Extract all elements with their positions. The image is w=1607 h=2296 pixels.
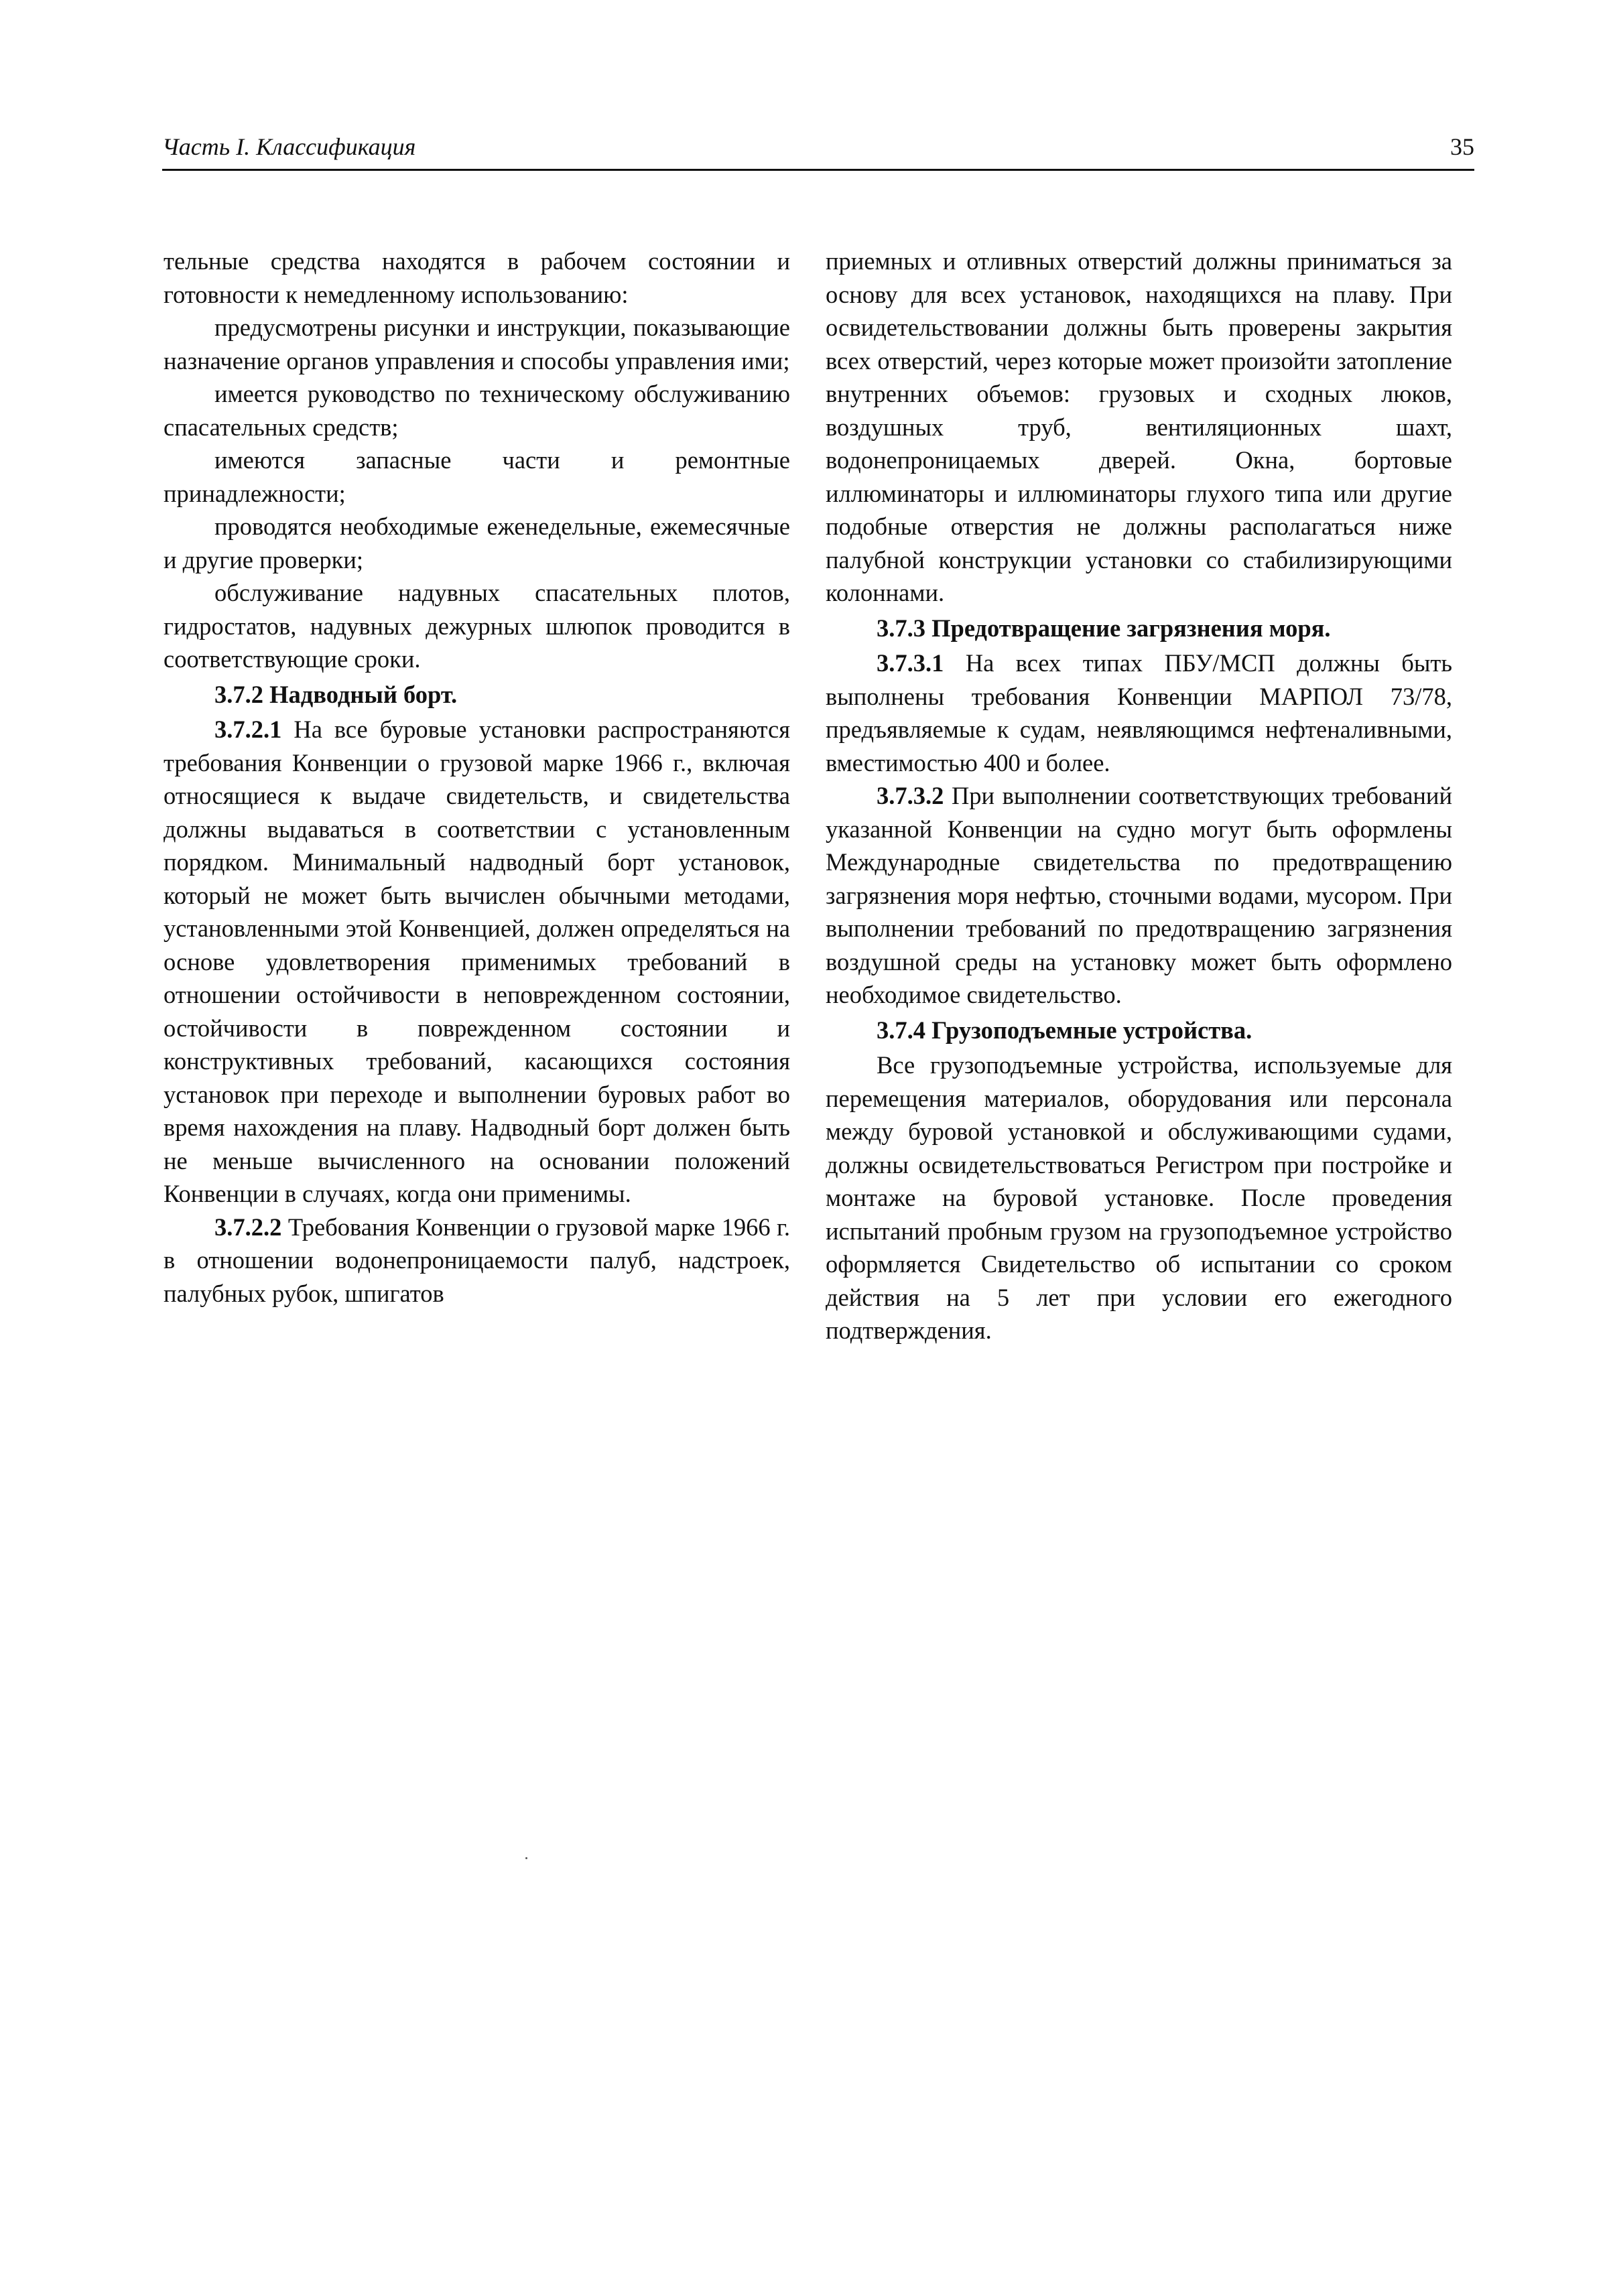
paragraph-3-7-3-1 — [826, 647, 1452, 779]
scan-speck — [525, 1857, 527, 1859]
list-item: имеются запасные части и ремонтные принадлежности; — [164, 446, 790, 507]
list-item: предусмотрены рисунки и инструкции, показывающие назначение органов управления и способы управления ими; — [164, 314, 790, 375]
paragraph: приемных и отливных отверстий должны приниматься за основу для всех установок, находящихся на плаву. При освидетельствовании должны быть проверены закрытия всех отверстий, через которые может произойти затопление внутренних объемов: грузовых и сходных люков, воздушных труб, вентиляционных шахт, водонепроницаемых дверей. Окна, бортовые иллюминаторы и иллюминаторы глухого типа или другие подобные отверстия не должны располагаться ниже палубной конструкции установки со стабилизирующими колоннами. — [826, 247, 1452, 606]
right-column — [826, 245, 1452, 1347]
section-heading-3-7-3: 3.7.3 Предотвращение загрязнения моря. — [877, 614, 1331, 642]
clause-text: При выполнении соответствующих требований указанной Конвенции на судно могут быть оформлены Международные свидетельства по предотвращению загрязнения моря нефтью, сточными водами, мусором. При выполнении требований по предотвращению загрязнения воздушной среды на установку может быть оформлено необходимое свидетельство. — [826, 782, 1452, 1008]
paragraph-3-7-2-1 — [164, 713, 790, 1211]
clause-number: 3.7.2.2 — [214, 1213, 282, 1241]
left-column — [164, 245, 790, 1310]
clause-number: 3.7.3.2 — [877, 782, 944, 809]
page-header — [162, 131, 1474, 171]
list-item: обслуживание надувных спасательных плотов, гидростатов, надувных дежурных шлюпок проводится в соответствующие сроки. — [164, 579, 790, 673]
list-item: проводятся необходимые еженедельные, ежемесячные и другие проверки; — [164, 513, 790, 573]
clause-text: На всех типах ПБУ/МСП должны быть выполнены требования Конвенции МАРПОЛ 73/78, предъявляемые к судам, неявляющимся нефтеналивными, вместимостью 400 и более. — [826, 649, 1452, 776]
clause-text: Требования Конвенции о грузовой марке 1966 г. в отношении водонепроницаемости палуб, надстроек, палубных рубок, шпигатов — [164, 1213, 791, 1307]
section-heading-3-7-2: 3.7.2 Надводный борт. — [214, 680, 458, 708]
page-number: 35 — [1450, 133, 1474, 160]
clause-number: 3.7.3.1 — [877, 649, 944, 677]
list-item: имеется руководство по техническому обслуживанию спасательных средств; — [164, 380, 790, 441]
section-heading-3-7-4: 3.7.4 Грузоподъемные устройства. — [877, 1016, 1252, 1044]
paragraph-3-7-2-2 — [164, 1211, 790, 1310]
paragraph: тельные средства находятся в рабочем состоянии и готовности к немедленному использованию: — [164, 247, 790, 308]
paragraph-3-7-4: Все грузоподъемные устройства, используемые для перемещения материалов, оборудования или персонала между буровой установкой и обслуживающими судами, должны освидетельствоваться Регистром при постройке и монтаже на буровой установке. После проведения испытаний пробным грузом на грузоподъемное устройство оформляется Свидетельство об испытании со сроком действия на 5 лет при условии его ежегодного подтверждения. — [826, 1051, 1452, 1344]
paragraph-3-7-3-2 — [826, 779, 1452, 1012]
clause-number: 3.7.2.1 — [214, 716, 282, 743]
clause-text: На все буровые установки распространяются требования Конвенции о грузовой марке 1966 г., включая относящиеся к выдаче свидетельств, и свидетельства должны выдаваться в соответствии с установленным порядком. Минимальный надводный борт установок, который не может быть вычислен обычными методами, установленными этой Конвенцией, должен определяться на основе удовлетворения применимых требований в отношении остойчивости в неповрежденном состоянии, остойчивости в поврежденном состоянии и конструктивных требований, касающихся состояния установок при переходе и выполнении буровых работ во время нахождения на плаву. Надводный борт должен быть не меньше вычисленного на основании положений Конвенции в случаях, когда они применимы. — [164, 716, 790, 1207]
running-header-title: Часть I. Классификация — [162, 133, 416, 160]
